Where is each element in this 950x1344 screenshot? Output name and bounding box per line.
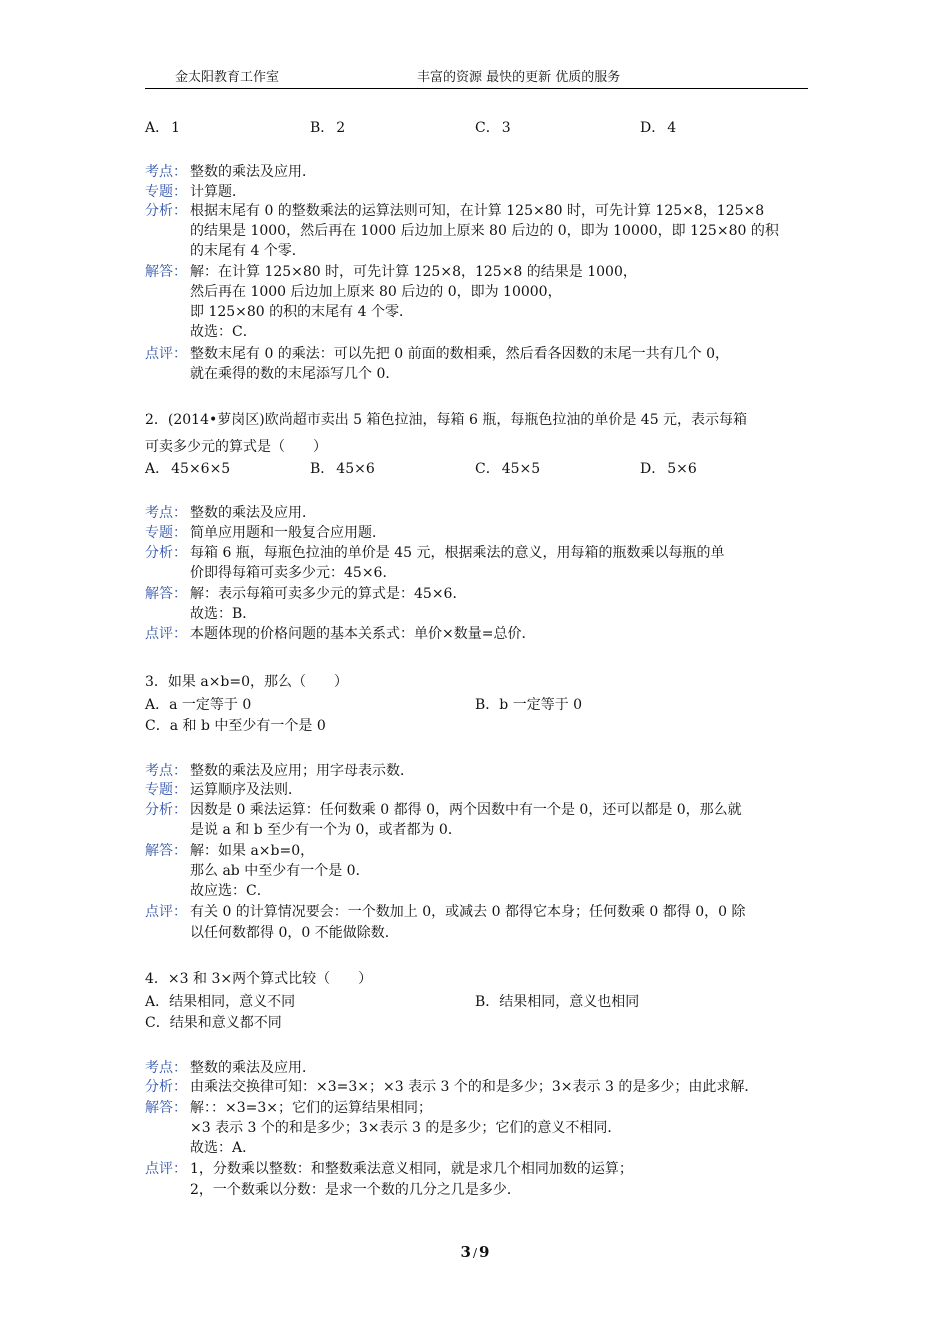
- current-page: 3: [460, 1243, 471, 1261]
- q4-fenxi-label: 分析：: [145, 1079, 187, 1095]
- q1-jieda-line: 即 125×80 的积的末尾有 4 个零．: [190, 304, 413, 320]
- q2-dianping-label: 点评：: [145, 626, 187, 642]
- q2-fenxi-line: 每箱 6 瓶，每瓶色拉油的单价是 45 元，根据乘法的意义，用每箱的瓶数乘以每瓶的单: [190, 545, 725, 561]
- q1-zhuanti-text: 计算题．: [190, 184, 246, 200]
- total-pages: 9: [479, 1243, 490, 1261]
- q3-jieda-line: 故应选：C．: [190, 883, 271, 899]
- q3-jieda-line: 解：如果 a×b=0，: [190, 843, 315, 859]
- q2-kaodian-label: 考点：: [145, 505, 187, 521]
- q2-option-c: C． 45×5: [475, 461, 541, 477]
- header-right-text: 丰富的资源 最快的更新 优质的服务: [417, 70, 621, 85]
- q4-kaodian-label: 考点：: [145, 1060, 187, 1076]
- q4-jieda-line: 故选：A．: [190, 1140, 257, 1156]
- q4-option-c: C．结果和意义都不同: [145, 1015, 282, 1031]
- q3-option-b: B．b 一定等于 0: [475, 697, 583, 713]
- q1-jieda-line: 然后再在 1000 后边加上原来 80 后边的 0，即为 10000，: [190, 284, 562, 300]
- q3-kaodian-label: 考点：: [145, 763, 187, 779]
- q3-option-a: A．a 一定等于 0: [145, 697, 252, 713]
- q1-kaodian-text: 整数的乘法及应用．: [190, 164, 316, 180]
- header-left-text: 金太阳教育工作室: [175, 70, 280, 85]
- q3-fenxi-line: 因数是 0 乘法运算：任何数乘 0 都得 0，两个因数中有一个是 0，还可以都是 0，那么就: [190, 802, 742, 818]
- q3-option-c: C．a 和 b 中至少有一个是 0: [145, 718, 326, 734]
- q4-fenxi-text: 由乘法交换律可知：×3=3×；×3 表示 3 个的和是多少；3×表示 3 的是多少；由此求解．: [190, 1079, 759, 1095]
- q4-jieda-line: 解：：×3=3×；它们的运算结果相同；: [190, 1100, 433, 1116]
- q4-dianping-line: 1，分数乘以整数：和整数乘法意义相同，就是求几个相同加数的运算；: [190, 1161, 633, 1177]
- q1-fenxi-line: 的结果是 1000，然后再在 1000 后边加上原来 80 后边的 0，即为 10000，即 125×80 的积: [190, 223, 779, 239]
- q2-fenxi-line: 价即得每箱可卖多少元：45×6．: [190, 565, 397, 581]
- q2-zhuanti-label: 专题：: [145, 525, 187, 541]
- page-header: [145, 66, 808, 89]
- q2-kaodian-text: 整数的乘法及应用．: [190, 505, 316, 521]
- q3-jieda-label: 解答：: [145, 843, 187, 859]
- q4-kaodian-text: 整数的乘法及应用．: [190, 1060, 316, 1076]
- q2-option-d: D． 5×6: [640, 461, 697, 477]
- q4-jieda-label: 解答：: [145, 1100, 187, 1116]
- q1-option-b: B． 2: [310, 120, 346, 136]
- q4-jieda-line: ×3 表示 3 个的和是多少；3×表示 3 的是多少；它们的意义不相同．: [190, 1120, 622, 1136]
- q3-zhuanti-label: 专题：: [145, 782, 187, 798]
- q3-dianping-label: 点评：: [145, 904, 187, 920]
- q3-jieda-line: 那么 ab 中至少有一个是 0．: [190, 863, 370, 879]
- q1-fenxi-line: 的末尾有 4 个零．: [190, 243, 306, 259]
- q3-dianping-line: 以任何数都得 0，0 不能做除数．: [190, 925, 399, 941]
- q1-kaodian-label: 考点：: [145, 164, 187, 180]
- q3-zhuanti-text: 运算顺序及法则．: [190, 782, 302, 798]
- q3-fenxi-label: 分析：: [145, 802, 187, 818]
- q1-option-a: A． 1: [145, 120, 181, 136]
- q2-dianping-text: 本题体现的价格问题的基本关系式：单价×数量=总价．: [190, 626, 536, 642]
- q4-dianping-line: 2，一个数乘以分数：是求一个数的几分之几是多少．: [190, 1182, 521, 1198]
- q1-dianping-line: 整数末尾有 0 的乘法：可以先把 0 前面的数相乘，然后看各因数的末尾一共有几个 0，: [190, 346, 729, 362]
- q1-dianping-label: 点评：: [145, 346, 187, 362]
- q4-dianping-label: 点评：: [145, 1161, 187, 1177]
- q2-stem-line: 可卖多少元的算式是（ ）: [145, 439, 327, 455]
- q3-stem: 3．如果 a×b=0，那么（ ）: [145, 674, 349, 690]
- q3-kaodian-text: 整数的乘法及应用；用字母表示数．: [190, 763, 414, 779]
- q2-fenxi-label: 分析：: [145, 545, 187, 561]
- q1-fenxi-line: 根据末尾有 0 的整数乘法的运算法则可知，在计算 125×80 时，可先计算 125×8，125×8: [190, 203, 765, 219]
- q2-jieda-line: 解：表示每箱可卖多少元的算式是：45×6．: [190, 586, 467, 602]
- q4-option-b: B．结果相同，意义也相同: [475, 994, 640, 1010]
- q1-jieda-line: 解：在计算 125×80 时，可先计算 125×8，125×8 的结果是 1000，: [190, 264, 637, 280]
- q1-dianping-line: 就在乘得的数的末尾添写几个 0．: [190, 366, 400, 382]
- q3-fenxi-line: 是说 a 和 b 至少有一个为 0，或者都为 0．: [190, 822, 462, 838]
- q4-option-a: A．结果相同，意义不同: [145, 994, 296, 1010]
- q3-dianping-line: 有关 0 的计算情况要会：一个数加上 0，或减去 0 都得它本身；任何数乘 0 都得 0，0 除: [190, 904, 746, 920]
- q1-fenxi-label: 分析：: [145, 203, 187, 219]
- q2-stem-line: 2．(2014•萝岗区)欧尚超市卖出 5 箱色拉油，每箱 6 瓶，每瓶色拉油的单价是 45 元，表示每箱: [145, 412, 748, 428]
- q2-zhuanti-text: 简单应用题和一般复合应用题．: [190, 525, 386, 541]
- q4-stem: 4．×3 和 3×两个算式比较（ ）: [145, 971, 373, 987]
- q1-jieda-line: 故选：C．: [190, 324, 257, 340]
- q2-jieda-line: 故选：B．: [190, 606, 257, 622]
- q2-option-b: B． 45×6: [310, 461, 375, 477]
- q1-option-d: D． 4: [640, 120, 677, 136]
- q2-option-a: A． 45×6×5: [145, 461, 231, 477]
- page-number: [0, 1243, 950, 1261]
- page-separator: /: [472, 1246, 478, 1260]
- q1-jieda-label: 解答：: [145, 264, 187, 280]
- q1-zhuanti-label: 专题：: [145, 184, 187, 200]
- q2-jieda-label: 解答：: [145, 586, 187, 602]
- q1-option-c: C． 3: [475, 120, 511, 136]
